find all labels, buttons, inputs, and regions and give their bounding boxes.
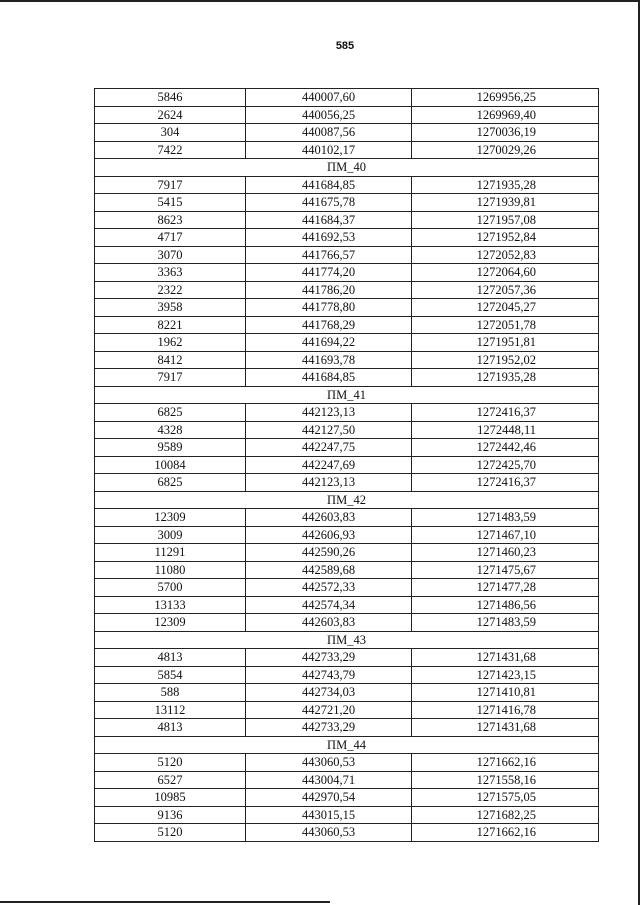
point-number-cell: 5120 — [95, 754, 246, 772]
group-header-row — [95, 736, 599, 754]
point-number-cell: 11291 — [95, 544, 246, 562]
group-label: ПМ_41 — [95, 386, 599, 404]
table-row — [95, 229, 599, 247]
table-row — [95, 369, 599, 387]
table-row — [95, 281, 599, 299]
y-coordinate-cell: 1272057,36 — [412, 281, 599, 299]
group-header-row — [95, 631, 599, 649]
x-coordinate-cell: 441675,78 — [246, 194, 412, 212]
point-number-cell: 11080 — [95, 561, 246, 579]
x-coordinate-cell: 441786,20 — [246, 281, 412, 299]
y-coordinate-cell: 1271483,59 — [412, 614, 599, 632]
y-coordinate-cell: 1272051,78 — [412, 316, 599, 334]
page-number: 585 — [335, 40, 355, 52]
point-number-cell: 6527 — [95, 771, 246, 789]
x-coordinate-cell: 441692,53 — [246, 229, 412, 247]
coordinates-table-body — [95, 89, 599, 842]
table-row — [95, 771, 599, 789]
x-coordinate-cell: 441684,37 — [246, 211, 412, 229]
point-number-cell: 4813 — [95, 649, 246, 667]
x-coordinate-cell: 442574,34 — [246, 596, 412, 614]
point-number-cell: 2624 — [95, 106, 246, 124]
point-number-cell: 5120 — [95, 824, 246, 842]
point-number-cell: 2322 — [95, 281, 246, 299]
x-coordinate-cell: 442970,54 — [246, 789, 412, 807]
point-number-cell: 8623 — [95, 211, 246, 229]
y-coordinate-cell: 1271952,84 — [412, 229, 599, 247]
point-number-cell: 4717 — [95, 229, 246, 247]
point-number-cell: 304 — [95, 124, 246, 142]
x-coordinate-cell: 442603,83 — [246, 614, 412, 632]
y-coordinate-cell: 1272416,37 — [412, 404, 599, 422]
table-row — [95, 474, 599, 492]
y-coordinate-cell: 1272416,37 — [412, 474, 599, 492]
x-coordinate-cell: 442589,68 — [246, 561, 412, 579]
table-row — [95, 351, 599, 369]
point-number-cell: 588 — [95, 684, 246, 702]
y-coordinate-cell: 1272052,83 — [412, 246, 599, 264]
table-row — [95, 579, 599, 597]
scan-edge-top — [0, 0, 640, 2]
x-coordinate-cell: 440087,56 — [246, 124, 412, 142]
x-coordinate-cell: 442733,29 — [246, 649, 412, 667]
table-row — [95, 824, 599, 842]
x-coordinate-cell: 442590,26 — [246, 544, 412, 562]
y-coordinate-cell: 1271682,25 — [412, 806, 599, 824]
y-coordinate-cell: 1271475,67 — [412, 561, 599, 579]
table-row — [95, 649, 599, 667]
point-number-cell: 8412 — [95, 351, 246, 369]
group-label: ПМ_43 — [95, 631, 599, 649]
y-coordinate-cell: 1271935,28 — [412, 369, 599, 387]
point-number-cell: 5854 — [95, 666, 246, 684]
x-coordinate-cell: 442606,93 — [246, 526, 412, 544]
table-row — [95, 666, 599, 684]
x-coordinate-cell: 442603,83 — [246, 509, 412, 527]
y-coordinate-cell: 1272448,11 — [412, 421, 599, 439]
y-coordinate-cell: 1271957,08 — [412, 211, 599, 229]
x-coordinate-cell: 443015,15 — [246, 806, 412, 824]
table-row — [95, 194, 599, 212]
point-number-cell: 13112 — [95, 701, 246, 719]
group-label: ПМ_44 — [95, 736, 599, 754]
x-coordinate-cell: 441684,85 — [246, 369, 412, 387]
y-coordinate-cell: 1271477,28 — [412, 579, 599, 597]
x-coordinate-cell: 443060,53 — [246, 754, 412, 772]
point-number-cell: 12309 — [95, 509, 246, 527]
x-coordinate-cell: 442734,03 — [246, 684, 412, 702]
table-row — [95, 596, 599, 614]
table-row — [95, 456, 599, 474]
x-coordinate-cell: 441766,57 — [246, 246, 412, 264]
group-header-row — [95, 159, 599, 177]
table-row — [95, 789, 599, 807]
point-number-cell: 5846 — [95, 89, 246, 107]
x-coordinate-cell: 442127,50 — [246, 421, 412, 439]
y-coordinate-cell: 1271416,78 — [412, 701, 599, 719]
y-coordinate-cell: 1272045,27 — [412, 299, 599, 317]
x-coordinate-cell: 442721,20 — [246, 701, 412, 719]
table-row — [95, 421, 599, 439]
group-header-row — [95, 386, 599, 404]
coordinates-table — [94, 88, 599, 842]
y-coordinate-cell: 1271410,81 — [412, 684, 599, 702]
x-coordinate-cell: 440102,17 — [246, 141, 412, 159]
y-coordinate-cell: 1270029,26 — [412, 141, 599, 159]
x-coordinate-cell: 442247,75 — [246, 439, 412, 457]
point-number-cell: 3070 — [95, 246, 246, 264]
point-number-cell: 7917 — [95, 369, 246, 387]
y-coordinate-cell: 1271558,16 — [412, 771, 599, 789]
x-coordinate-cell: 441684,85 — [246, 176, 412, 194]
x-coordinate-cell: 443004,71 — [246, 771, 412, 789]
point-number-cell: 9589 — [95, 439, 246, 457]
y-coordinate-cell: 1271662,16 — [412, 754, 599, 772]
x-coordinate-cell: 441693,78 — [246, 351, 412, 369]
y-coordinate-cell: 1271460,23 — [412, 544, 599, 562]
y-coordinate-cell: 1271662,16 — [412, 824, 599, 842]
table-row — [95, 264, 599, 282]
point-number-cell: 3363 — [95, 264, 246, 282]
table-row — [95, 806, 599, 824]
table-row — [95, 141, 599, 159]
y-coordinate-cell: 1271939,81 — [412, 194, 599, 212]
x-coordinate-cell: 440007,60 — [246, 89, 412, 107]
point-number-cell: 12309 — [95, 614, 246, 632]
table-row — [95, 334, 599, 352]
table-row — [95, 684, 599, 702]
y-coordinate-cell: 1271467,10 — [412, 526, 599, 544]
point-number-cell: 5700 — [95, 579, 246, 597]
x-coordinate-cell: 442743,79 — [246, 666, 412, 684]
y-coordinate-cell: 1271431,68 — [412, 649, 599, 667]
y-coordinate-cell: 1272442,46 — [412, 439, 599, 457]
point-number-cell: 7422 — [95, 141, 246, 159]
x-coordinate-cell: 441768,29 — [246, 316, 412, 334]
point-number-cell: 6825 — [95, 404, 246, 422]
y-coordinate-cell: 1269956,25 — [412, 89, 599, 107]
point-number-cell: 8221 — [95, 316, 246, 334]
x-coordinate-cell: 441694,22 — [246, 334, 412, 352]
y-coordinate-cell: 1271423,15 — [412, 666, 599, 684]
point-number-cell: 9136 — [95, 806, 246, 824]
point-number-cell: 5415 — [95, 194, 246, 212]
point-number-cell: 4328 — [95, 421, 246, 439]
point-number-cell: 3958 — [95, 299, 246, 317]
table-row — [95, 614, 599, 632]
point-number-cell: 6825 — [95, 474, 246, 492]
point-number-cell: 10084 — [95, 456, 246, 474]
y-coordinate-cell: 1271575,05 — [412, 789, 599, 807]
y-coordinate-cell: 1272064,60 — [412, 264, 599, 282]
y-coordinate-cell: 1271951,81 — [412, 334, 599, 352]
x-coordinate-cell: 441774,20 — [246, 264, 412, 282]
y-coordinate-cell: 1271486,56 — [412, 596, 599, 614]
x-coordinate-cell: 442123,13 — [246, 474, 412, 492]
y-coordinate-cell: 1270036,19 — [412, 124, 599, 142]
point-number-cell: 3009 — [95, 526, 246, 544]
group-header-row — [95, 491, 599, 509]
x-coordinate-cell: 442733,29 — [246, 719, 412, 737]
x-coordinate-cell: 442123,13 — [246, 404, 412, 422]
table-row — [95, 299, 599, 317]
table-row — [95, 89, 599, 107]
table-row — [95, 544, 599, 562]
point-number-cell: 1962 — [95, 334, 246, 352]
point-number-cell: 10985 — [95, 789, 246, 807]
table-row — [95, 701, 599, 719]
table-row — [95, 754, 599, 772]
x-coordinate-cell: 442247,69 — [246, 456, 412, 474]
table-row — [95, 509, 599, 527]
table-row — [95, 246, 599, 264]
group-label: ПМ_42 — [95, 491, 599, 509]
table-row — [95, 316, 599, 334]
y-coordinate-cell: 1272425,70 — [412, 456, 599, 474]
table-row — [95, 106, 599, 124]
table-row — [95, 526, 599, 544]
table-row — [95, 719, 599, 737]
y-coordinate-cell: 1271431,68 — [412, 719, 599, 737]
y-coordinate-cell: 1271952,02 — [412, 351, 599, 369]
x-coordinate-cell: 443060,53 — [246, 824, 412, 842]
point-number-cell: 7917 — [95, 176, 246, 194]
table-row — [95, 211, 599, 229]
table-row — [95, 561, 599, 579]
y-coordinate-cell: 1271935,28 — [412, 176, 599, 194]
point-number-cell: 13133 — [95, 596, 246, 614]
table-row — [95, 176, 599, 194]
group-label: ПМ_40 — [95, 159, 599, 177]
point-number-cell: 4813 — [95, 719, 246, 737]
table-row — [95, 124, 599, 142]
x-coordinate-cell: 441778,80 — [246, 299, 412, 317]
table-row — [95, 404, 599, 422]
x-coordinate-cell: 442572,33 — [246, 579, 412, 597]
x-coordinate-cell: 440056,25 — [246, 106, 412, 124]
scan-edge-bottom — [0, 901, 330, 903]
table-row — [95, 439, 599, 457]
y-coordinate-cell: 1269969,40 — [412, 106, 599, 124]
y-coordinate-cell: 1271483,59 — [412, 509, 599, 527]
